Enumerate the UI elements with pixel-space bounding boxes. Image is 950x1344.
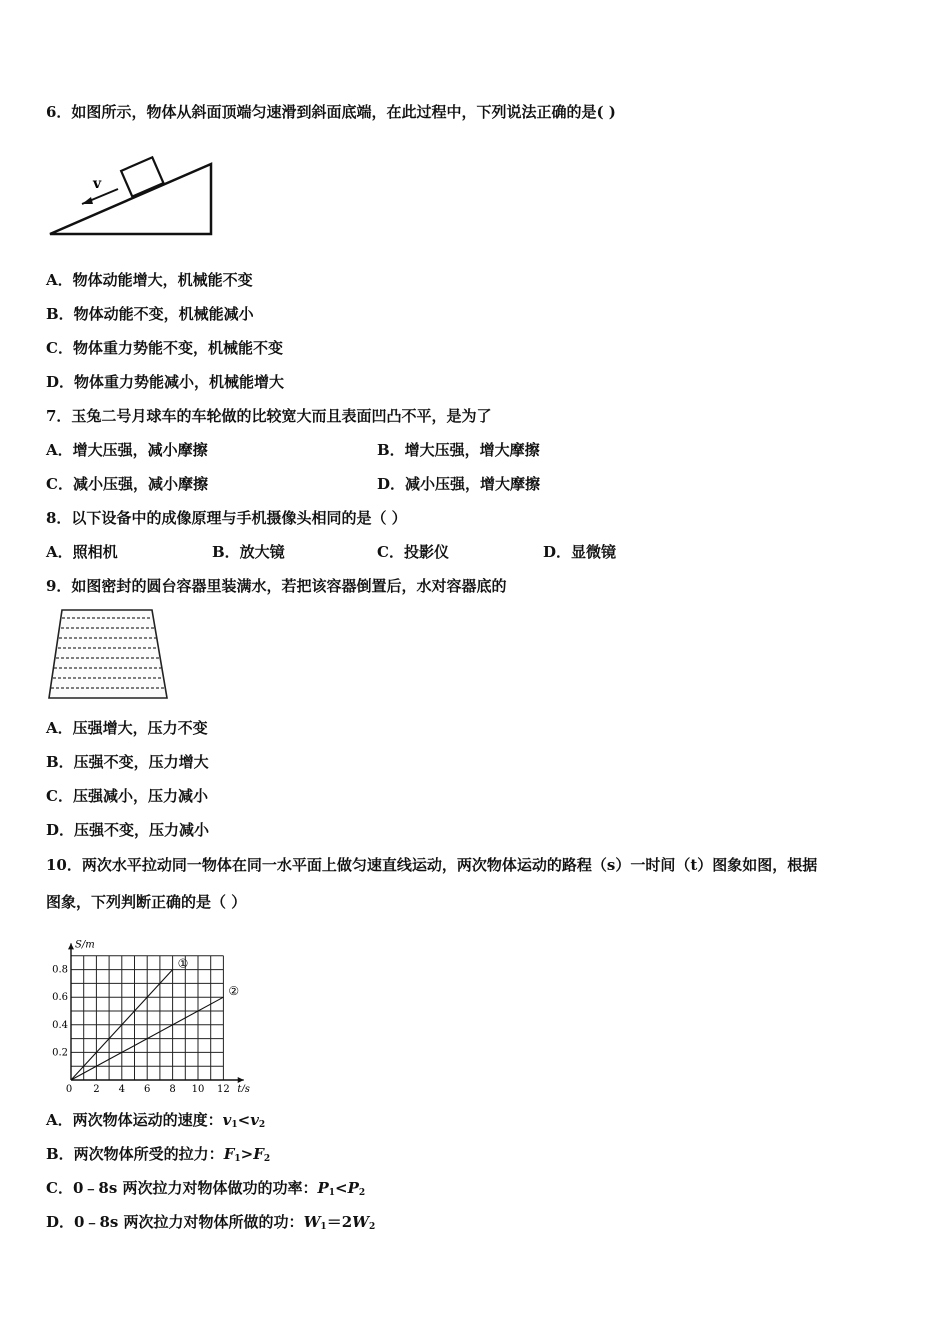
x-tick-label: 8 — [169, 1084, 176, 1092]
chart-grid — [71, 956, 223, 1080]
x-tick-label: 2 — [93, 1084, 100, 1092]
q10-option-b — [46, 1144, 270, 1169]
q10-stem-line1: 10．两次水平拉动同一物体在同一水平面上做匀速直线运动，两次物体运动的路程（s）一时间（t）图象如图，根据 — [46, 856, 818, 874]
q10-b-var1: F — [223, 1145, 235, 1163]
q10-c-sub2: 2 — [358, 1188, 366, 1198]
velocity-arrowhead — [82, 197, 93, 204]
q9-option-b: B．压强不变，压力增大 — [46, 753, 209, 771]
y-tick-label: 0.2 — [52, 1047, 68, 1059]
series-label-1: ① — [177, 956, 189, 971]
y-tick-label: 0.8 — [52, 964, 68, 976]
incline-figure — [46, 148, 218, 240]
q10-option-a — [46, 1110, 265, 1135]
q8-option-a: A．照相机 — [46, 543, 118, 561]
q6-option-b: B．物体动能不变，机械能减小 — [46, 305, 254, 323]
x-tick-label: 12 — [217, 1084, 230, 1092]
q10-c-relation: < — [335, 1179, 348, 1197]
q10-d-var1: W — [303, 1213, 321, 1231]
x-tick-label: 4 — [118, 1084, 125, 1092]
s-t-graph — [40, 930, 270, 1092]
frustum-container-figure — [46, 606, 172, 702]
chart-ticks — [52, 940, 250, 1092]
q10-c-var2: P — [347, 1179, 359, 1197]
q10-d-relation: ＝2 — [326, 1213, 353, 1231]
q7-option-a: A．增大压强，减小摩擦 — [46, 441, 208, 459]
q7-stem: 7．玉兔二号月球车的车轮做的比较宽大而且表面凹凸不平，是为了 — [46, 407, 492, 425]
sliding-block — [121, 157, 163, 196]
q9-option-c: C．压强减小，压力减小 — [46, 787, 208, 805]
y-tick-label: 0.4 — [52, 1019, 68, 1031]
q7-option-c: C．减小压强，减小摩擦 — [46, 475, 208, 493]
q10-c-var1: P — [317, 1179, 329, 1197]
q10-a-relation: < — [237, 1111, 251, 1129]
q6-option-a: A．物体动能增大，机械能不变 — [46, 271, 253, 289]
x-axis-arrow — [238, 1077, 244, 1083]
q9-option-a: A．压强增大，压力不变 — [46, 719, 208, 737]
x-tick-label: 6 — [144, 1084, 151, 1092]
q10-stem-line2: 图象，下列判断正确的是（ ） — [46, 893, 247, 911]
q6-option-c: C．物体重力势能不变，机械能不变 — [46, 339, 283, 357]
q9-option-d: D．压强不变，压力减小 — [46, 821, 210, 839]
q7-option-d: D．减小压强，增大摩擦 — [377, 475, 541, 493]
q10-option-d-text: D．0﹣8s 两次拉力对物体所做的功： — [46, 1213, 304, 1231]
q6-stem: 6．如图所示，物体从斜面顶端匀速滑到斜面底端，在此过程中，下列说法正确的是( ) — [46, 103, 616, 121]
q10-b-var2: F — [253, 1145, 264, 1163]
q10-option-c — [46, 1178, 365, 1203]
x-tick-label: 0 — [65, 1084, 73, 1092]
velocity-label: v — [93, 176, 102, 192]
q8-option-b: B．放大镜 — [212, 543, 285, 561]
q10-a-sub2: 2 — [258, 1120, 266, 1130]
q8-stem: 8．以下设备中的成像原理与手机摄像头相同的是（ ） — [46, 509, 407, 527]
y-axis-label: S/m — [75, 939, 95, 951]
q10-d-sub2: 2 — [368, 1222, 376, 1232]
chart-axes — [68, 943, 244, 1083]
q6-option-d: D．物体重力势能减小，机械能增大 — [46, 373, 285, 391]
q8-option-c: C．投影仪 — [377, 543, 449, 561]
y-axis-arrow — [68, 943, 74, 949]
q10-d-sub1: 1 — [320, 1222, 327, 1232]
q10-d-var2: W — [352, 1213, 369, 1231]
series-label-2: ② — [228, 984, 240, 999]
y-tick-label: 0.6 — [52, 992, 68, 1004]
q10-a-sub1: 1 — [231, 1120, 238, 1130]
q10-option-d — [46, 1212, 375, 1237]
q9-stem: 9．如图密封的圆台容器里装满水，若把该容器倒置后，水对容器底的 — [46, 577, 507, 595]
q10-b-relation: > — [240, 1145, 254, 1163]
q10-a-var1: v — [222, 1111, 232, 1129]
q10-c-sub1: 1 — [328, 1188, 336, 1198]
x-tick-label: 10 — [191, 1084, 205, 1092]
q10-option-b-text: B．两次物体所受的拉力： — [46, 1145, 224, 1163]
q10-option-c-text: C．0﹣8s 两次拉力对物体做功的功率： — [46, 1179, 318, 1197]
q10-a-var2: v — [250, 1111, 259, 1129]
q10-option-a-text: A．两次物体运动的速度： — [46, 1111, 223, 1129]
q10-b-sub2: 2 — [263, 1154, 271, 1164]
q10-b-sub1: 1 — [234, 1154, 241, 1164]
x-axis-label: t/s — [237, 1084, 250, 1092]
q8-option-d: D．显微镜 — [543, 543, 617, 561]
frustum-outline — [49, 610, 167, 698]
q7-option-b: B．增大压强，增大摩擦 — [377, 441, 540, 459]
